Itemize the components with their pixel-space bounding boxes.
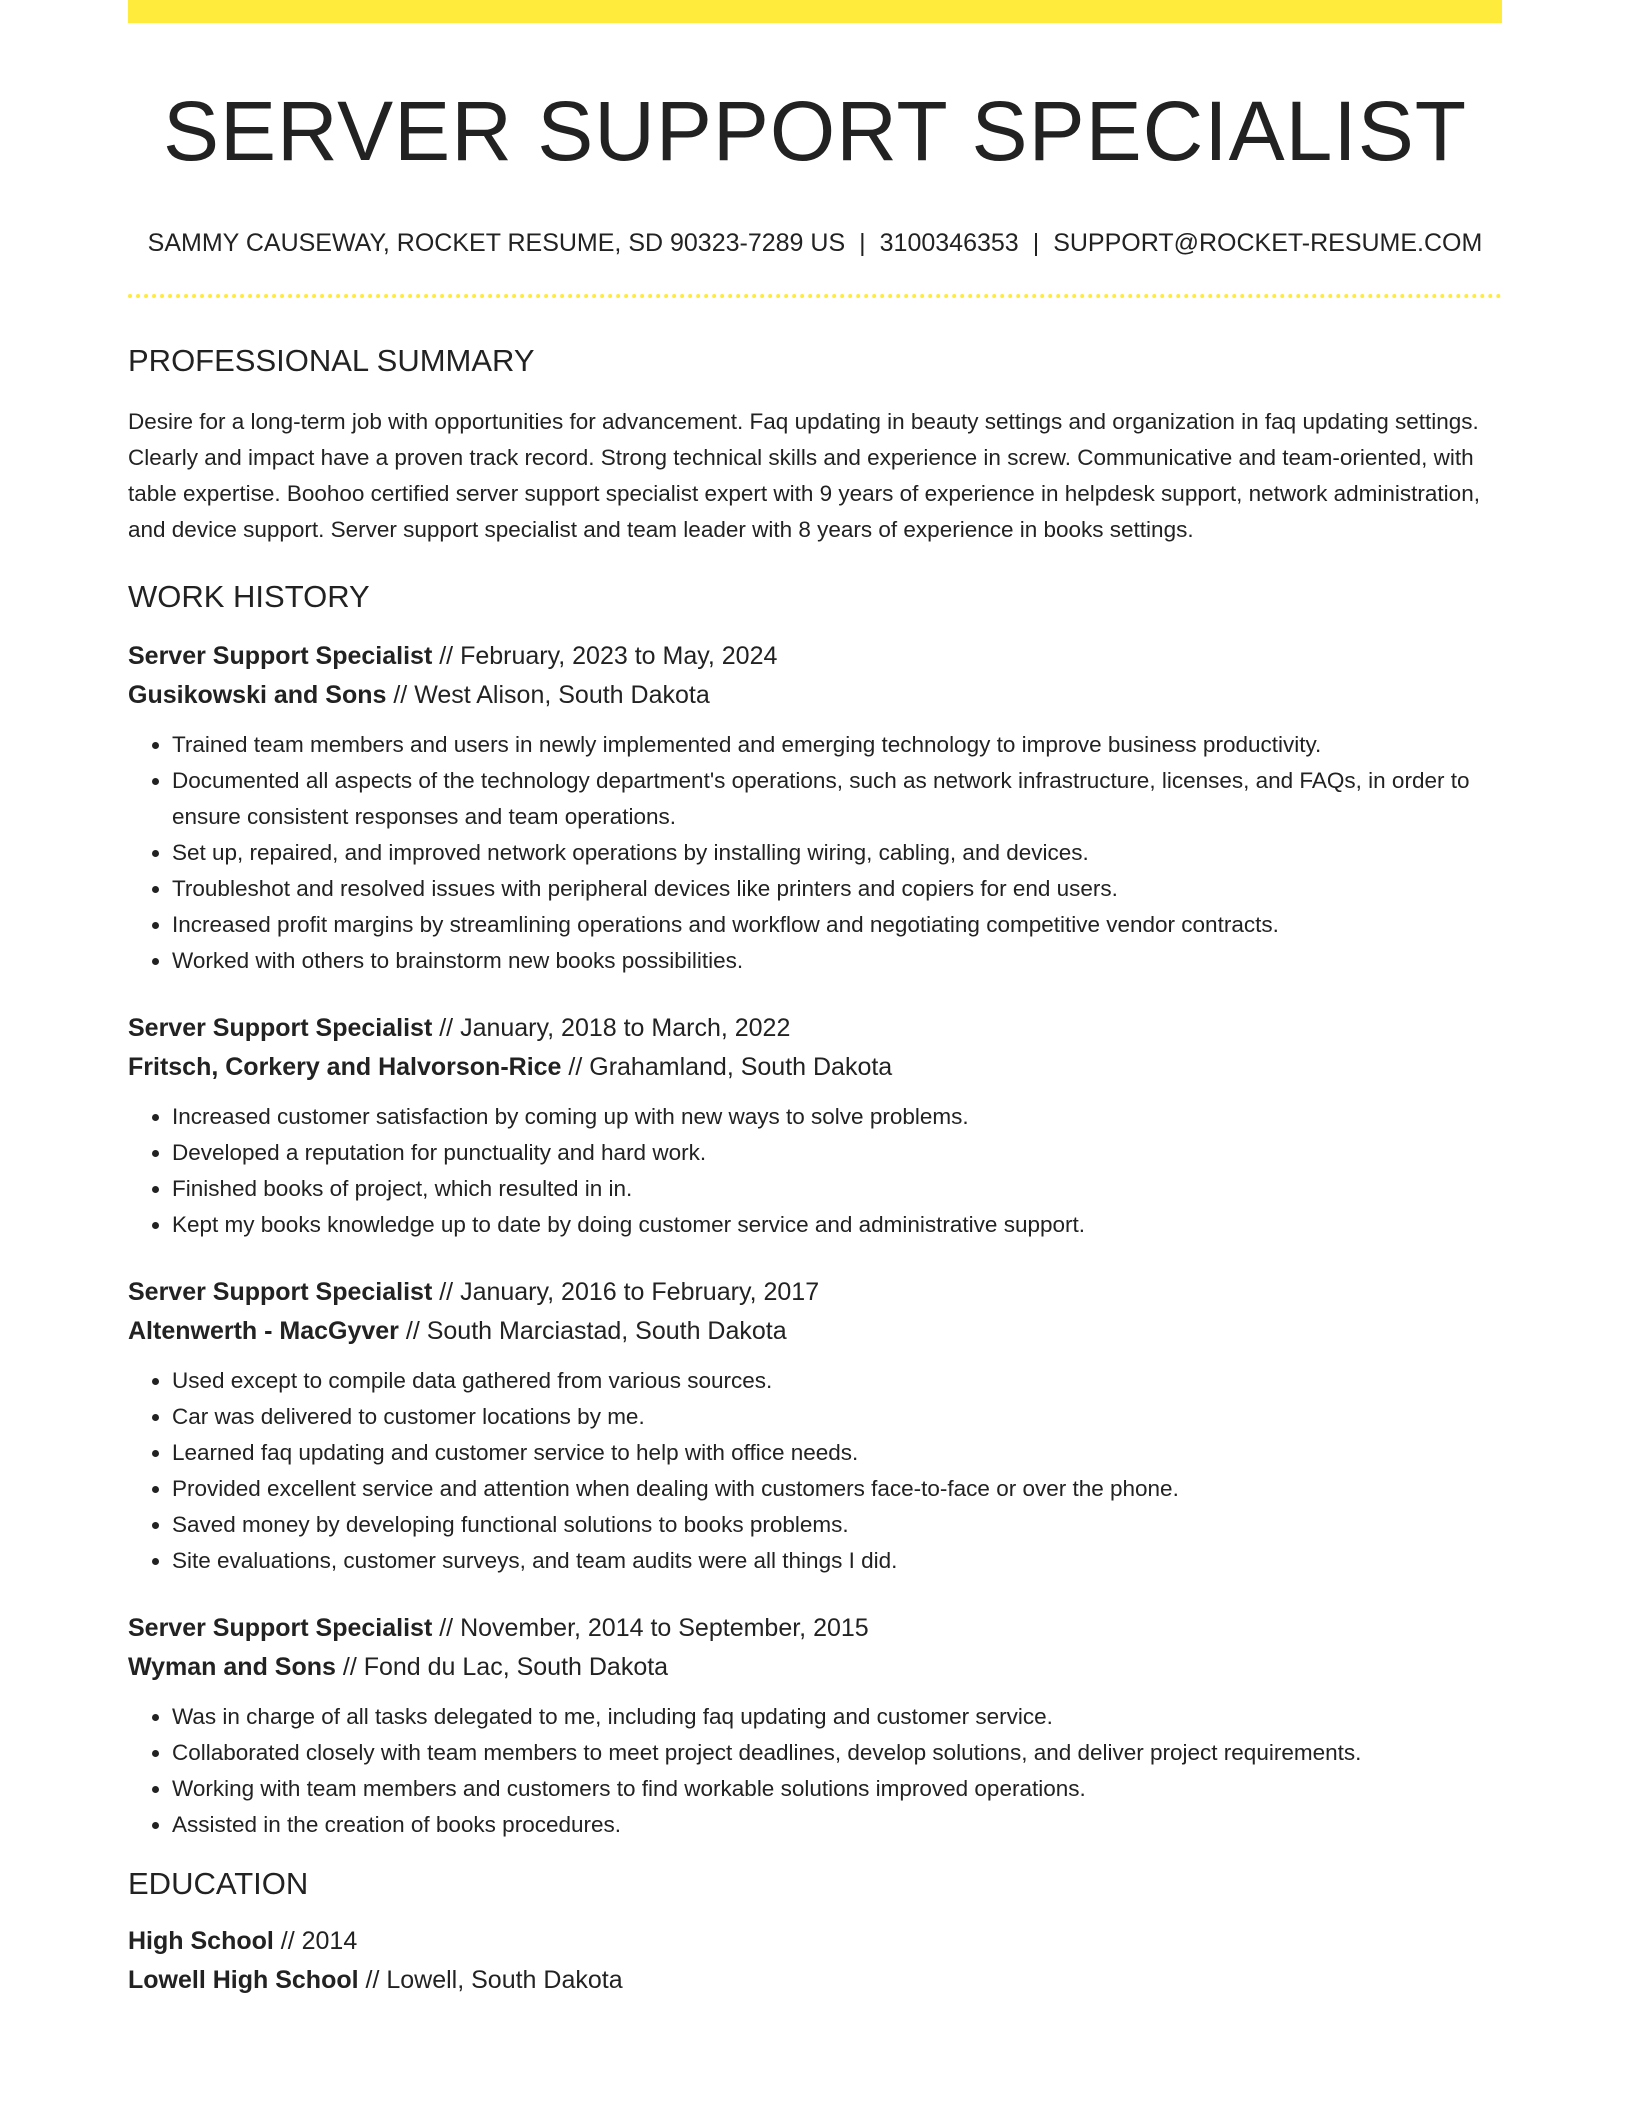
education-entry <box>128 1922 1502 2000</box>
job-title: Server Support Specialist <box>128 641 433 670</box>
contact-separator: | <box>859 229 866 258</box>
job-dates: // November, 2014 to September, 2015 <box>439 1613 869 1642</box>
section-heading: PROFESSIONAL SUMMARY <box>128 343 535 379</box>
list-item: • Documented all aspects of the technology department's operations, such as network infrastructure, licenses, and FAQs, in order to ensure consistent responses and team operations. <box>172 763 1502 835</box>
list-item: • Increased profit margins by streamlining operations and workflow and negotiating competitive vendor contracts. <box>172 907 1502 943</box>
job-bullets <box>128 727 1502 979</box>
contact-line <box>128 229 1502 258</box>
job-company: Wyman and Sons <box>128 1652 336 1681</box>
job-entry <box>128 637 1502 979</box>
contact-address: SAMMY CAUSEWAY, ROCKET RESUME, SD 90323-7289 US <box>147 229 846 258</box>
education-location: // Lowell, South Dakota <box>365 1965 623 1994</box>
list-item: • Trained team members and users in newly implemented and emerging technology to improve business productivity. <box>172 727 1502 763</box>
job-location: // South Marciastad, South Dakota <box>405 1316 787 1345</box>
list-item: • Increased customer satisfaction by coming up with new ways to solve problems. <box>172 1099 1502 1135</box>
job-bullets <box>128 1363 1502 1579</box>
resume-page <box>128 0 1502 2000</box>
list-item: • Used except to compile data gathered from various sources. <box>172 1363 1502 1399</box>
job-company-line <box>128 1048 1502 1087</box>
job-title: Server Support Specialist <box>128 1013 433 1042</box>
job-bullets <box>128 1699 1502 1843</box>
job-company: Altenwerth - MacGyver <box>128 1316 399 1345</box>
job-bullets <box>128 1099 1502 1243</box>
job-company-line <box>128 1312 1502 1351</box>
list-item: • Was in charge of all tasks delegated to me, including faq updating and customer service. <box>172 1699 1502 1735</box>
list-item: • Developed a reputation for punctuality and hard work. <box>172 1135 1502 1171</box>
contact-phone: 3100346353 <box>879 229 1019 258</box>
job-company-line <box>128 1648 1502 1687</box>
job-title-line <box>128 1609 1502 1648</box>
work-history-section <box>128 578 1502 1843</box>
job-title: Server Support Specialist <box>128 1277 433 1306</box>
job-entry <box>128 1273 1502 1579</box>
job-dates: // January, 2016 to February, 2017 <box>439 1277 820 1306</box>
job-location: // Grahamland, South Dakota <box>568 1052 893 1081</box>
list-item: • Kept my books knowledge up to date by doing customer service and administrative support. <box>172 1207 1502 1243</box>
list-item: • Finished books of project, which resulted in in. <box>172 1171 1502 1207</box>
list-item: • Collaborated closely with team members to meet project deadlines, develop solutions, and deliver project requirements. <box>172 1735 1502 1771</box>
section-heading: EDUCATION <box>128 1865 309 1901</box>
contact-email[interactable]: SUPPORT@ROCKET-RESUME.COM <box>1053 229 1483 258</box>
resume-title: SERVER SUPPORT SPECIALIST <box>162 84 1468 178</box>
list-item: • Learned faq updating and customer service to help with office needs. <box>172 1435 1502 1471</box>
job-title-line <box>128 637 1502 676</box>
education-year: // 2014 <box>280 1926 358 1955</box>
list-item: • Site evaluations, customer surveys, and team audits were all things I did. <box>172 1543 1502 1579</box>
job-title-line <box>128 1009 1502 1048</box>
job-dates: // February, 2023 to May, 2024 <box>439 641 778 670</box>
job-location: // West Alison, South Dakota <box>393 680 710 709</box>
list-item: • Saved money by developing functional solutions to books problems. <box>172 1507 1502 1543</box>
job-title-line <box>128 1273 1502 1312</box>
education-degree-line <box>128 1922 1502 1961</box>
summary-text: Desire for a long-term job with opportunities for advancement. Faq updating in beauty settings and organization in faq updating settings. Clearly and impact have a proven track record. Strong technical skills and experience in screw. Communicative and team-oriented, with table expertise. Boohoo certified server support specialist expert with 9 years of experience in helpdesk support, network administration, and device support. Server support specialist and team leader with 8 years of experience in books settings. <box>128 408 1480 542</box>
list-item: • Worked with others to brainstorm new books possibilities. <box>172 943 1502 979</box>
job-entry <box>128 1009 1502 1243</box>
job-dates: // January, 2018 to March, 2022 <box>439 1013 791 1042</box>
education-school: Lowell High School <box>128 1965 359 1994</box>
list-item: • Car was delivered to customer locations by me. <box>172 1399 1502 1435</box>
section-heading: WORK HISTORY <box>128 578 370 614</box>
list-item: • Set up, repaired, and improved network operations by installing wiring, cabling, and devices. <box>172 835 1502 871</box>
list-item: • Troubleshot and resolved issues with peripheral devices like printers and copiers for end users. <box>172 871 1502 907</box>
accent-bar <box>128 0 1502 23</box>
education-section <box>128 1865 1502 2000</box>
job-entry <box>128 1609 1502 1843</box>
job-title: Server Support Specialist <box>128 1613 433 1642</box>
education-degree: High School <box>128 1926 274 1955</box>
job-company: Gusikowski and Sons <box>128 680 387 709</box>
contact-separator: | <box>1032 229 1040 258</box>
list-item: • Working with team members and customers to find workable solutions improved operations. <box>172 1771 1502 1807</box>
list-item: • Assisted in the creation of books procedures. <box>172 1807 1502 1843</box>
list-item: • Provided excellent service and attention when dealing with customers face-to-face or over the phone. <box>172 1471 1502 1507</box>
professional-summary-section <box>128 342 1502 547</box>
dotted-divider <box>128 294 1502 298</box>
job-location: // Fond du Lac, South Dakota <box>342 1652 669 1681</box>
job-company-line <box>128 676 1502 715</box>
job-company: Fritsch, Corkery and Halvorson-Rice <box>128 1052 562 1081</box>
education-school-line <box>128 1961 1502 2000</box>
